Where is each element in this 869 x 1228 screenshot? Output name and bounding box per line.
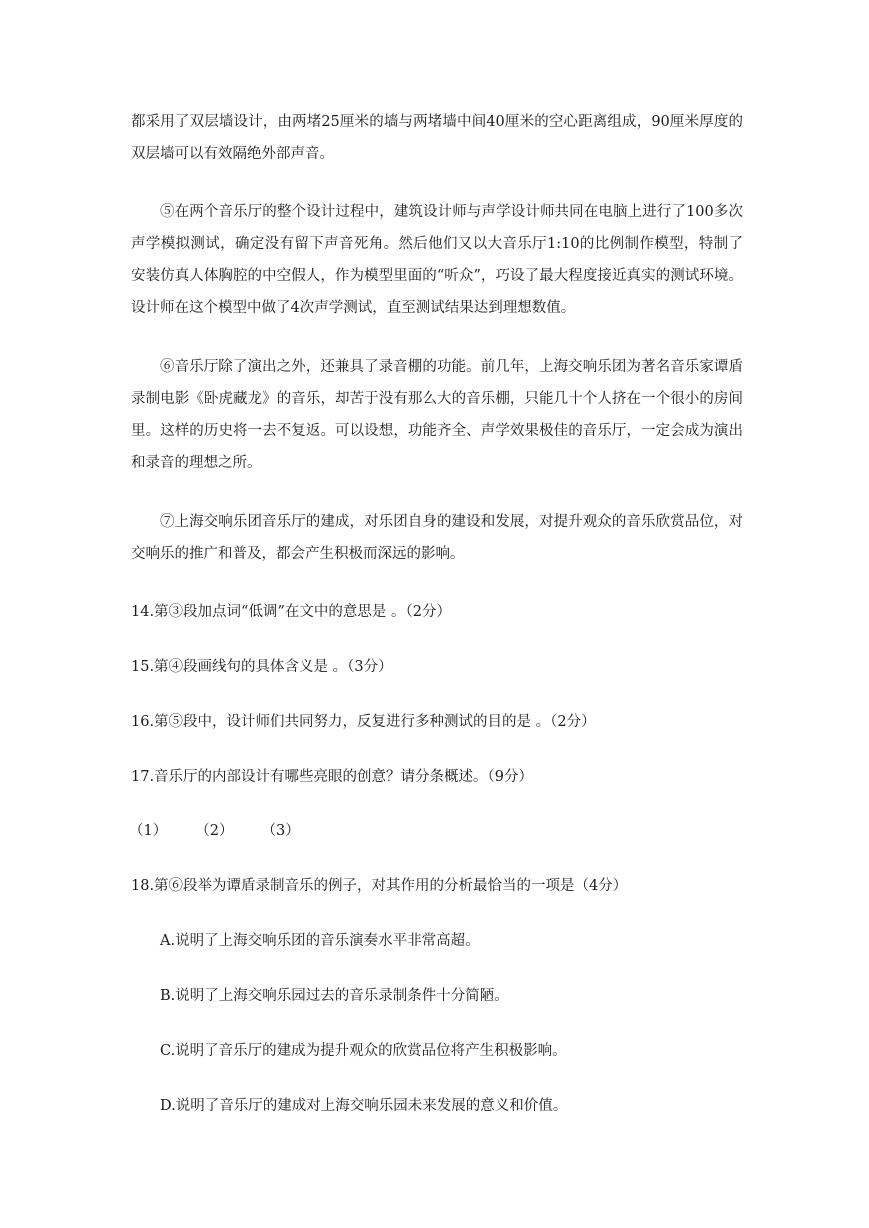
question-17: 17.音乐厅的内部设计有哪些亮眼的创意？请分条概述。（9分） [131, 769, 534, 785]
question-17-subitems [129, 820, 328, 842]
question-18: 18.第⑥段举为谭盾录制音乐的例子，对其作用的分析最恰当的一项是（4分） [131, 878, 628, 894]
paragraph-continued: 都采用了双层墙设计，由两堵25厘米的墙与两堵墙中间40厘米的空心距离组成，90厘米厚度的双层墙可以有效隔绝外部声音。 [131, 114, 743, 162]
question-15: 15.第④段画线句的具体含义是 。（3分） [131, 659, 393, 675]
paragraph-6: ⑥音乐厅除了演出之外，还兼具了录音棚的功能。前几年，上海交响乐团为著名音乐家谭盾录制电影《卧虎藏龙》的音乐，却苦于没有那么大的音乐棚，只能几十个人挤在一个很小的房间里。这样的历史将一去不复返。可以设想，功能齐全、声学效果极佳的音乐厅，一定会成为演出和录音的理想之所。 [131, 359, 743, 471]
question-17-sub-3: （3） [261, 823, 300, 839]
question-14: 14.第③段加点词“低调”在文中的意思是 。（2分） [131, 604, 451, 620]
question-17-sub-2: （2） [195, 823, 234, 839]
question-16: 16.第⑤段中，设计师们共同努力，反复进行多种测试的目的是 。（2分） [131, 714, 596, 730]
question-18-option-d: D.说明了音乐厅的建成对上海交响乐园未来发展的意义和价值。 [160, 1098, 568, 1114]
question-18-option-c: C.说明了音乐厅的建成为提升观众的欣赏品位将产生积极影响。 [160, 1043, 567, 1059]
question-18-option-b: B.说明了上海交响乐园过去的音乐录制条件十分简陋。 [160, 988, 509, 1004]
question-17-sub-1: （1） [129, 823, 168, 839]
paragraph-5: ⑤在两个音乐厅的整个设计过程中，建筑设计师与声学设计师共同在电脑上进行了100多次声学模拟测试，确定没有留下声音死角。然后他们又以大音乐厅1:10的比例制作模型，特制了安装仿真人体胸腔的中空假人，作为模型里面的“听众”，巧设了最大程度接近真实的测试环境。设计师在这个模型中做了4次声学测试，直至测试结果达到理想数值。 [131, 204, 743, 316]
question-18-option-a: A.说明了上海交响乐团的音乐演奏水平非常高超。 [160, 933, 480, 949]
paragraph-7: ⑦上海交响乐团音乐厅的建成，对乐团自身的建设和发展，对提升观众的音乐欣赏品位，对交响乐的推广和普及，都会产生积极而深远的影响。 [131, 514, 743, 562]
